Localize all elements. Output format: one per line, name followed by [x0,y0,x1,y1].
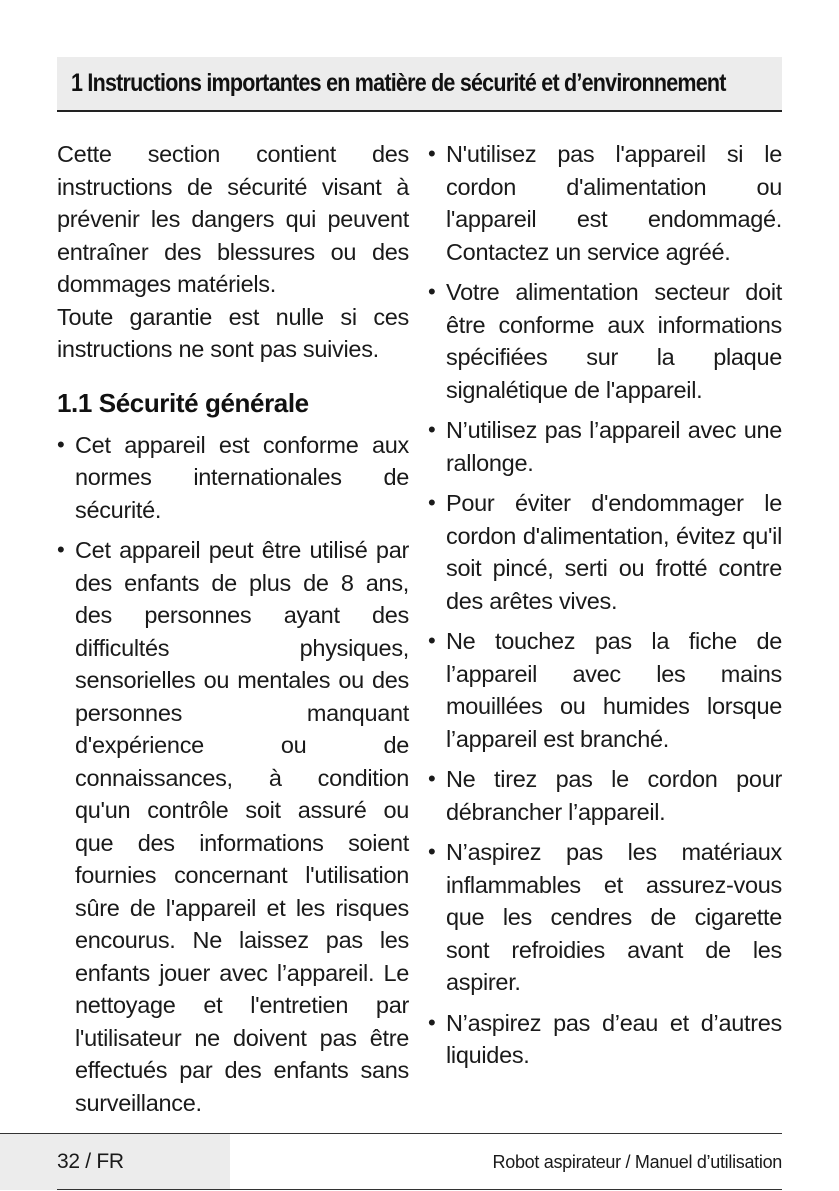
document-title: Robot aspirateur / Manuel d’utilisation [492,1152,782,1172]
intro-paragraph: Cette section contient des instructions de sécurité visant à prévenir les dangers qui peuvent entraîner des blessures ou des dommages matériels. [57,141,409,297]
warranty-paragraph: Toute garantie est nulle si ces instructions ne sont pas suivies. [57,303,409,362]
right-column [428,138,782,1080]
list-item: • Votre alimentation secteur doit être conforme aux informations spécifiées sur la plaque signalétique de l'appareil. [428,276,782,406]
safety-list-left [57,429,409,1120]
list-item: • N’aspirez pas les matériaux inflammables et assurez-vous que les cendres de cigarette sont refroidies avant de les aspirer. [428,836,782,999]
list-item: • Ne tirez pas le cordon pour débrancher l’appareil. [428,763,782,828]
list-item: • Cet appareil est conforme aux normes internationales de sécurité. [57,429,409,527]
safety-list-right [428,138,782,1072]
list-item: • Cet appareil peut être utilisé par des enfants de plus de 8 ans, des personnes ayant des difficultés physiques, sensorielles ou mentales ou des personnes manquant d'expérience ou de connaissances, à condition qu'un contrôle soit assuré ou que des informations soient fournies concernant l'utilisation sûre de l'appareil et les risques encourus. Ne laissez pas les enfants jouer avec l’appareil. Le nettoyage et l'entretien par l'utilisateur ne doivent pas être effectués par des enfants sans surveillance. [57,534,409,1119]
left-column [57,138,409,1127]
page-title: 1 Instructions importantes en matière de sécurité et d’environnement [71,69,726,97]
list-item: • N’aspirez pas d’eau et d’autres liquides. [428,1007,782,1072]
section-header [57,57,782,112]
footer-bottom-divider [57,1189,782,1190]
list-item: • Pour éviter d'endommager le cordon d'alimentation, évitez qu'il soit pincé, serti ou frotté contre des arêtes vives. [428,487,782,617]
section-title: 1.1 Sécurité générale [57,387,309,418]
list-item: • Ne touchez pas la fiche de l’appareil avec les mains mouillées ou humides lorsque l’appareil est branché. [428,625,782,755]
list-item: • N'utilisez pas l'appareil si le cordon d'alimentation ou l'appareil est endommagé. Contactez un service agréé. [428,138,782,268]
list-item: • N’utilisez pas l’appareil avec une rallonge. [428,414,782,479]
page-number: 32 / FR [57,1150,124,1173]
